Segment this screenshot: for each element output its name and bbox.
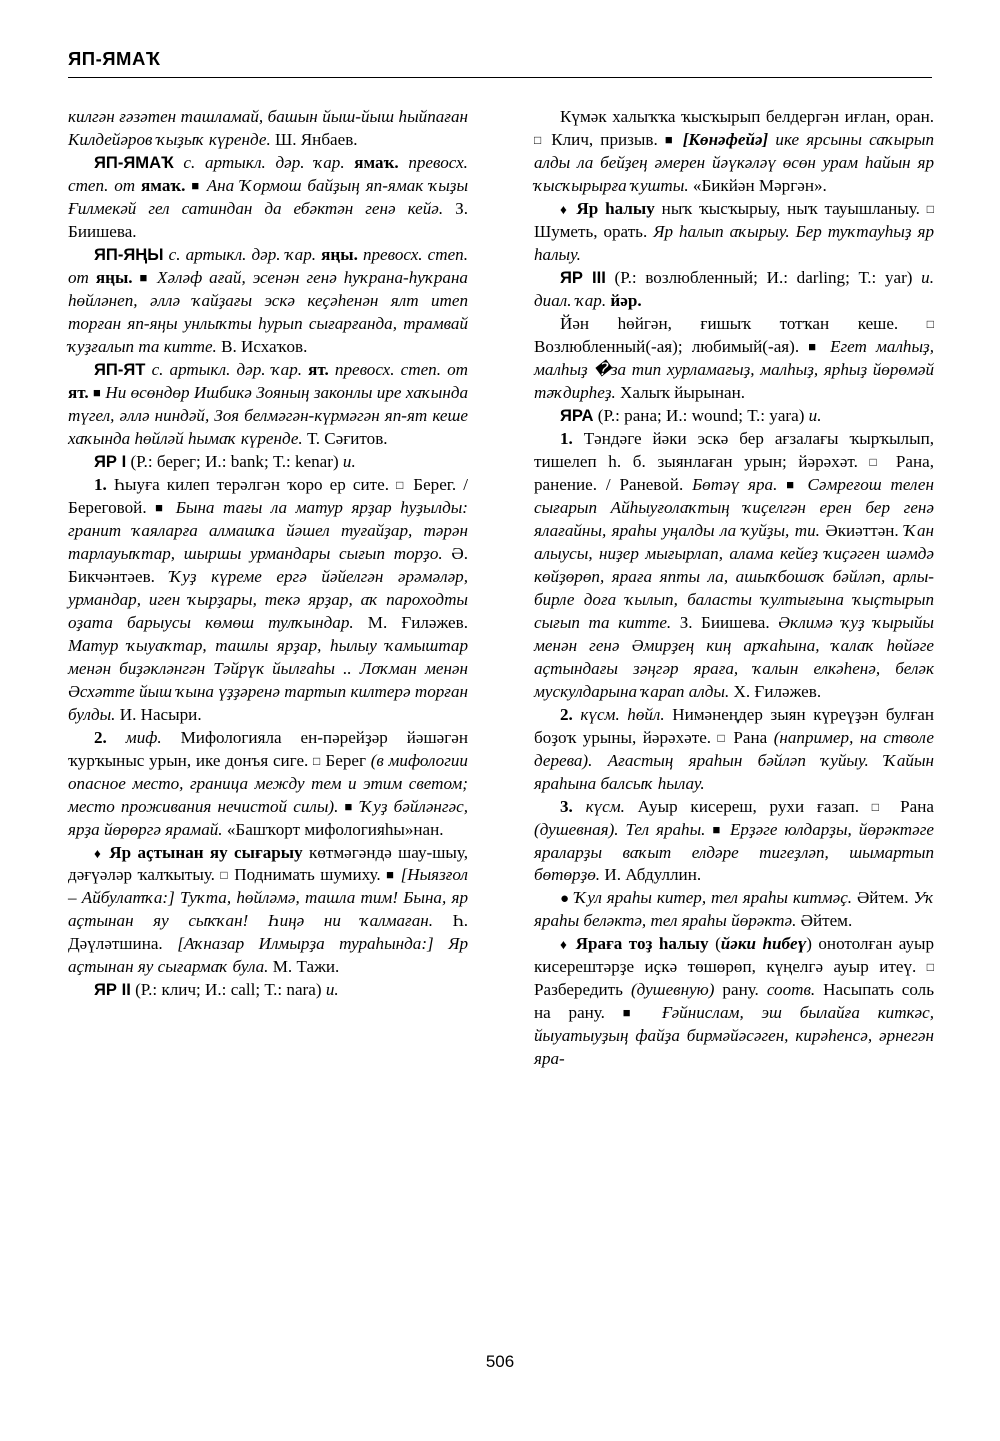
dictionary-entry: ЯП-ЯҢЫ с. артыкл. дәр. ҡар. яңы. превосх. степ. от яңы. ■ Хәләф ағай, эсенән генә һуҡрана-һуҡрана һөйләнеп, әллә ҡайҙағы эскә кеҫәһенән ялт итеп торған яп-яңы унлыҡты һурып сығарғанда, трамвай ҡуҙғалып та китте. В. Исхаҡов. [68, 244, 469, 356]
sense-block: 3. күсм. Ауыр кисереш, рухи ғазап. □ Рана (душевная). Тел яраһы. ■ Ерҙәге юлдарҙы, йөрәктәге яраларҙы ваҡыт елдәре тигеҙләп, шымартып бөтөрҙө. И. Абдуллин. [534, 796, 934, 885]
dictionary-entry: ЯР II (Р.: клич; И.: call; Т.: nara) и. [94, 980, 339, 1000]
paragraph-continuation: килгән ғәзәтен ташламай, башын йыш-йыш һыйпаған Килдейәров ҡыҙыҡ күренде. Ш. Янбаев. [68, 107, 468, 149]
phrase-block: ♦ Яраға тоҙ һалыу (йәки һибеү) онотолған ауыр кисерештәрҙе иҫкә төшөрөп, күңелгә ауыр итеү. □ Разбередить (душевную) рану. соотв. Насыпать соль на рану. ■ Ғәйнислам, эш былайға киткәс, йыуатыуҙың файҙа бирмәйәсәген, кирәһенсә, әрнегән яра- [534, 934, 935, 1069]
sense-block: 1. Тәндәге йәки эскә бер ағзалағы ҡырҡылып, тишелеп һ. б. зыянлаған урын; йәрәхәт. □ Рана, ранение. / Раневой. Бөтәү яра. ■ Сәмреғош телен сығарып Айһыуғолаҡтың ҡиҫелгән ерен бер генә ялағайны, яраһы уңалды ла ҡуйҙы, ти. Әкиәттән. Ҡан алыусы, ниҙер мығырлап, алама кейеҙ ҡиҫәген шәмдә көйҙөрөп, яраға япты ла, ашыҡбошоҡ бәйләп, арлы-бирле доға ҡылып, баласты ҡултығына ҡыҫтырып сығып та китте. З. Биишева. Әклимә ҡуҙ ҡырыйы менән генә Әмирҙең киң арҡаһына, ҡалаҡ һөйәге аҫтындағы зәңгәр яраға, ҡалын елкәһенә, беләк мускулдарына ҡарап алды. Х. Ғиләжев. [534, 428, 934, 701]
page-number: 506 [485, 1352, 515, 1371]
text-columns [68, 106, 934, 1336]
dictionary-entry: ЯП-ЯМАҠ с. артыкл. дәр. ҡар. ямаҡ. превосх. степ. от ямаҡ. ■ Ана Ҡормош байҙың яп-ямак ҡыҙы Ғилмекәй гел сатиндан да ебәктән генә кейә. З. Биишева. [68, 152, 469, 241]
sense-block: Йән һөйгән, ғишыҡ тотҡан кеше. □ Возлюбленный(-ая); любимый(-ая). ■ Егет малһыҙ, малһыҙ �за тип хурламағыҙ, малһыҙ, ярһыҙ йөрөмәй тәҡдирһеҙ. Халыҡ йырынан. [534, 313, 934, 402]
header-divider [68, 77, 932, 78]
dictionary-entry: ЯП-ЯТ с. артыкл. дәр. ҡар. ят. превосх. степ. от ят. ■ Ни өсөндөр Ишбикә Зояның законлы ире хаҡында түгел, әллә ниндәй, Зоя белмәгән-күрмәгән яп-ят кеше хаҡында һөйләй һымаҡ күренде. Т. Сәғитов. [68, 359, 469, 448]
paragraph-continuation: Күмәк халыҡҡа ҡысҡырып белдергән иғлан, оран. □ Клич, призыв. ■ [Көнәфейә] ике ярсыны саҡырып алды ла бейҙең әмерен йәүкәләү өсөн урам һайын яр ҡысҡырырға ҡушты. «Бикйән Мәргән». [534, 107, 935, 195]
sense-block: 2. миф. Мифологияла ен-пәрейҙәр йәшәгән ҡурҡыныс урын, ике донъя сиге. □ Берег (в мифологии опасное место, граница между тем и этим светом; место проживания нечистой силы). ■ Ҡуҙ бәйләнгәс, ярҙа йөрөргә ярамай. «Башҡорт мифологияһы»нан. [68, 727, 469, 839]
dictionary-entry: ЯР I (Р.: берег; И.: bank; Т.: kenar) и. [94, 451, 356, 471]
example-block: ● Ҡул яраһы китер, тел яраһы китмәҫ. Әйтем. Уҡ яраһы беләктә, тел яраһы йөрәктә. Әйтем. [534, 888, 934, 931]
column-left [68, 106, 468, 1002]
page-header [68, 48, 932, 78]
dictionary-entry: ЯРА (Р.: рана; И.: wound; Т.: yara) и. [560, 405, 822, 425]
running-title: ЯП-ЯМАҠ [68, 48, 161, 69]
sense-block: 2. күсм. һөйл. Нимәнеңдер зыян күреүҙән булған боҙоҡ урыны, йәрәхәте. □ Рана (например, на стволе дерева). Ағастың яраһын бәйләп ҡуйыу. Ҡайын яраһына балсыҡ һылау. [534, 704, 935, 793]
phrase-block: ♦ Яр аҫтынан яу сығарыу көтмәгәндә шау-шыу, дәғүәләр ҡалҡытыу. □ Поднимать шумиху. ■ [Ныязғол – Айбулатҡа:] Туҡта, һөйләмә, ташла тим! Бына, яр аҫтынан яу сыҡҡан! Һиңә ни ҡалмаған. Һ. Дәүләтшина. [Аҡназар Илмырҙа тураһында:] Яр аҫтынан яу сығармаҡ була. М. Тажи. [68, 842, 469, 977]
column-right [534, 106, 934, 1071]
dictionary-entry: ЯР III (Р.: возлюбленный; И.: darling; Т.: yar) и. диал. ҡар. йәр. [534, 267, 934, 310]
phrase-block: ♦ Яр һалыу ныҡ ҡысҡырыу, ныҡ тауышланыу. □ Шуметь, орать. Яр һалып аҡырыу. Бер туҡтауһыҙ яр һалыу. [534, 198, 935, 264]
sense-block: 1. Һыуға килеп терәлгән ҡоро ер сите. □ Берег. / Береговой. ■ Бына тағы ла матур ярҙар һуҙылды: гранит ҡаяларға алмашҡа йәшел туғайҙар, тәрән тарлауыҡтар, шыршы урмандары сығып торҙо. Ә. Бикчәнтәев. Ҡуҙ күреме ергә йәйелгән әрәмәләр, урмандар, иген ҡырҙары, текә ярҙар, аҡ пароходты оҙата барыусы көмөш тулҡындар. М. Ғиләжев. Матур ҡыуаҡтар, ташлы ярҙар, һылыу ҡамыштар менән биҙәкләнгән Тәйрүк йылғаһы .. Лоҡман менән Әсхәтте йыш ҡына үҙҙәренә тартып килтерә торған булды. И. Насыри. [68, 474, 468, 724]
